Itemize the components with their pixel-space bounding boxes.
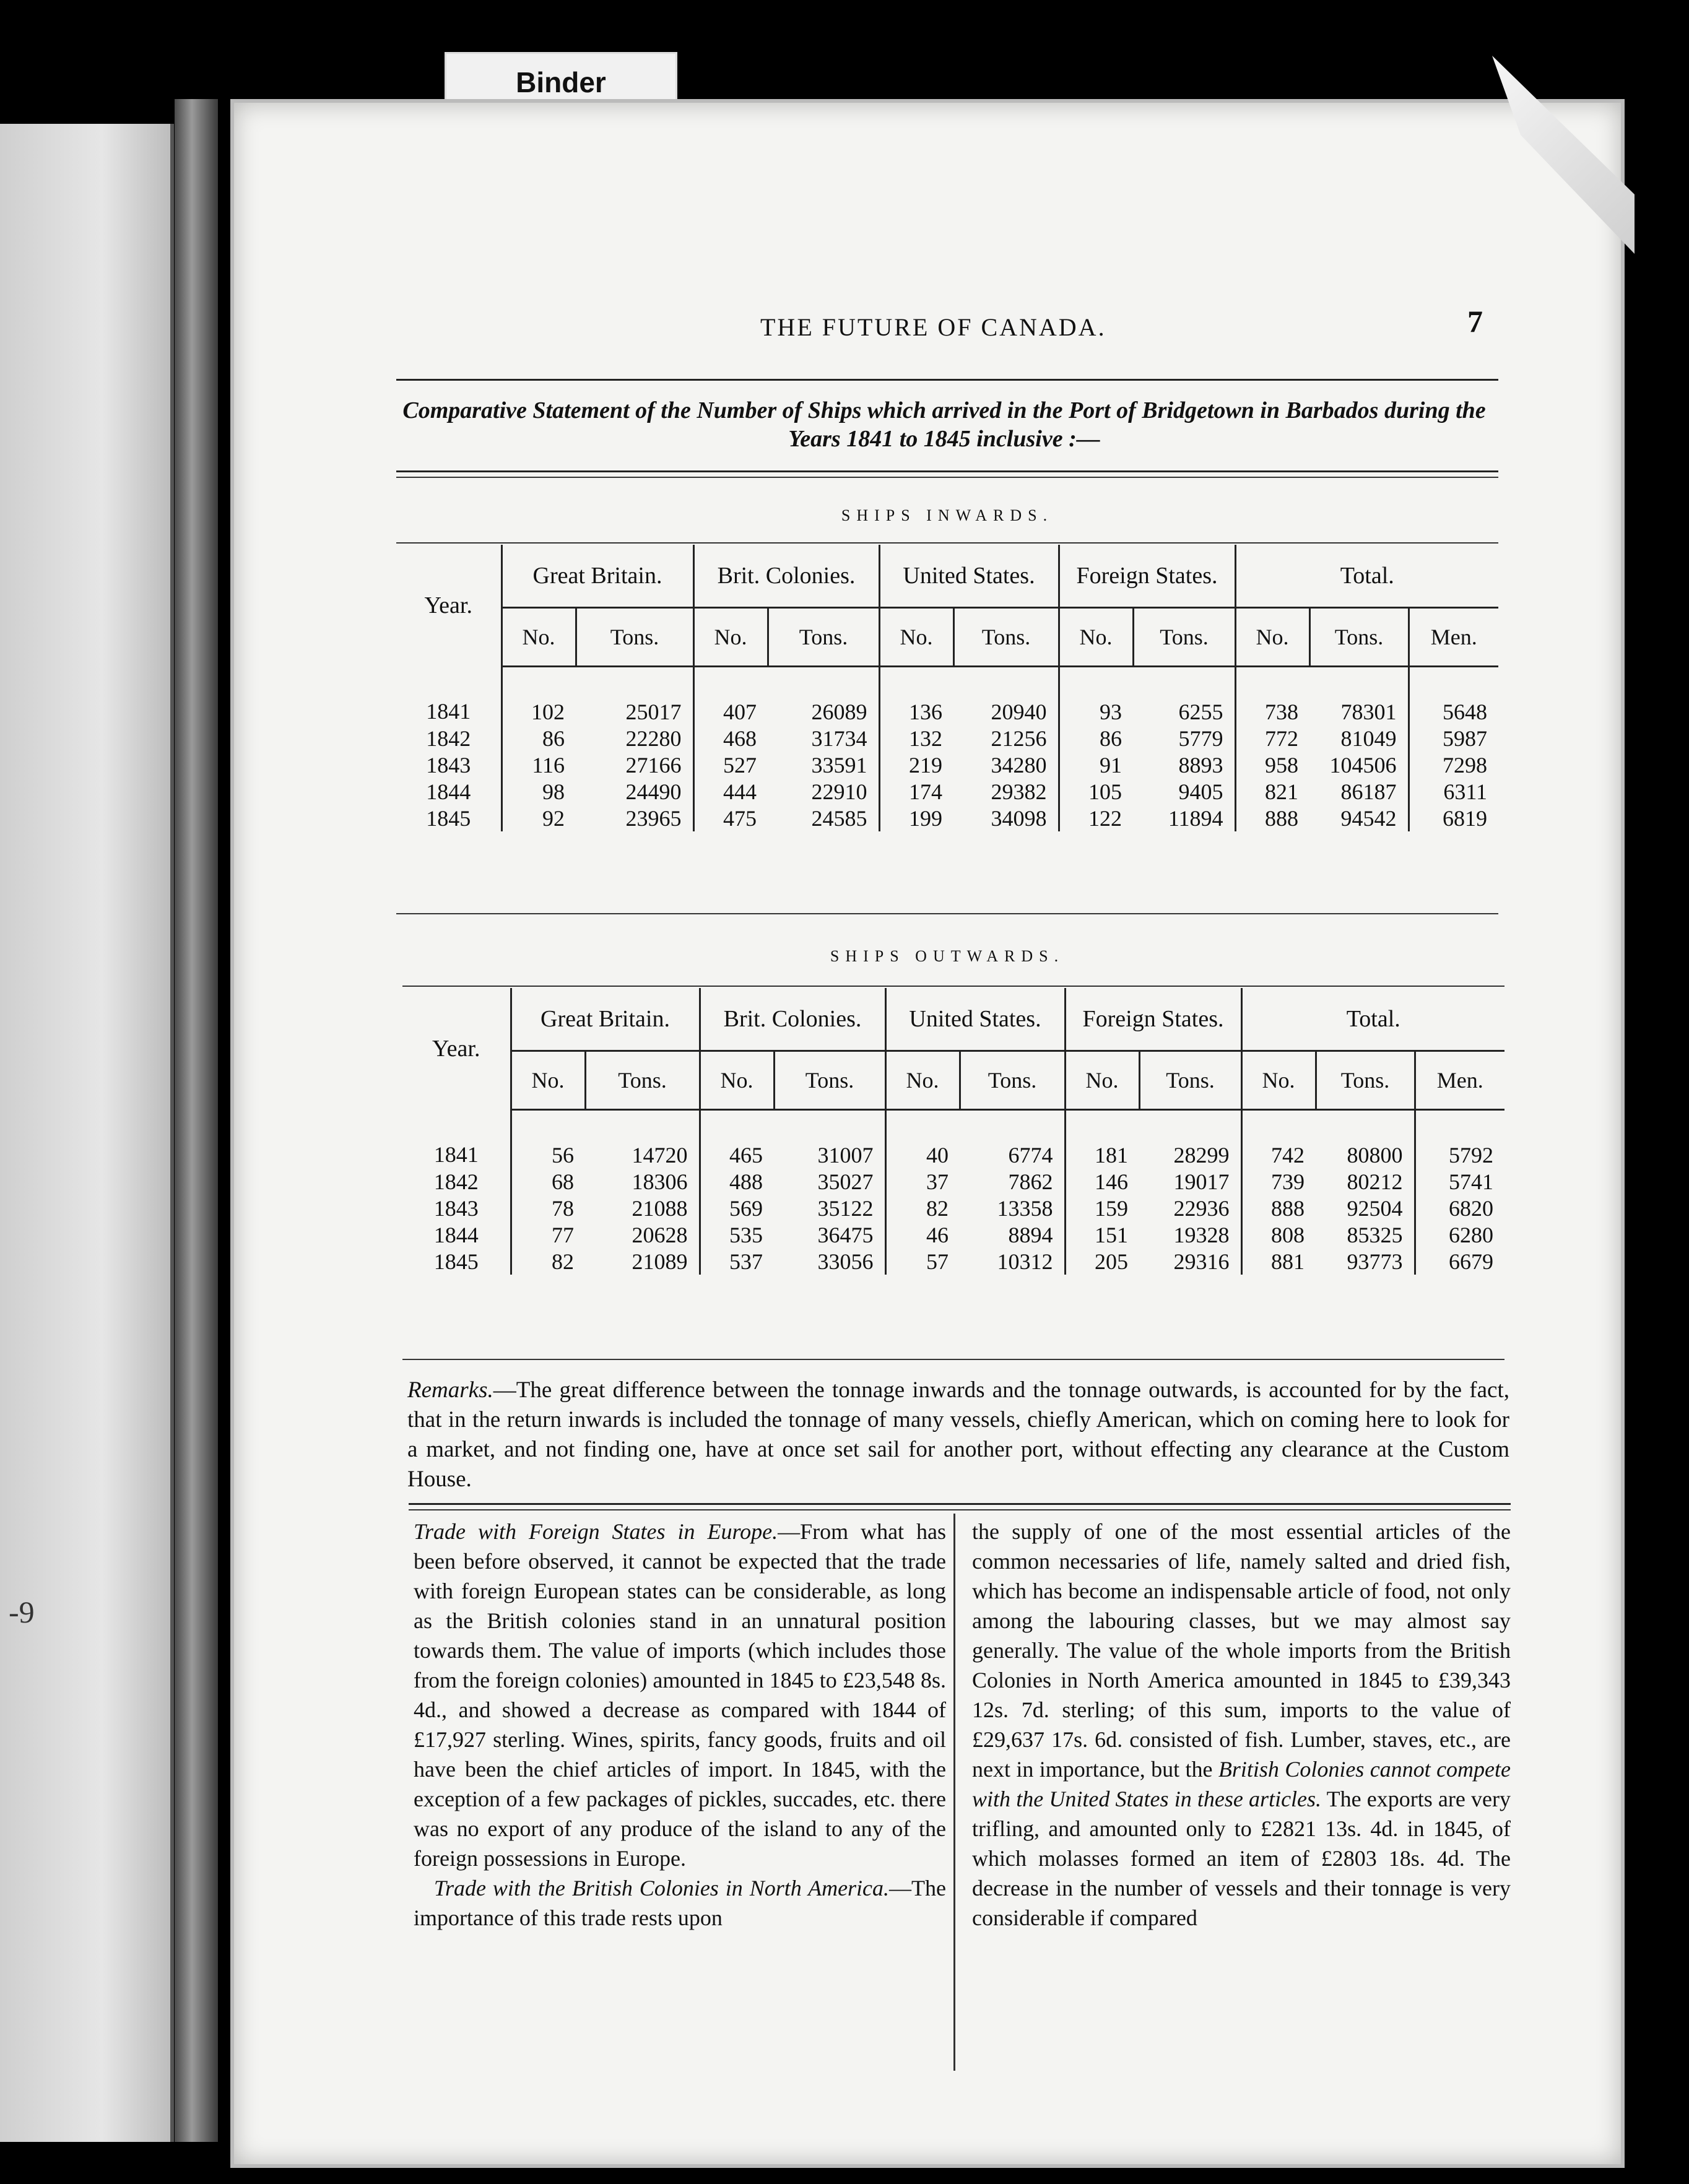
- value-cell: 6311: [1443, 779, 1487, 804]
- no-header: No.: [693, 608, 768, 667]
- right-text-column: [972, 1517, 1511, 1933]
- value-cell: 5779: [1133, 725, 1235, 752]
- value-cell: 772: [1265, 726, 1298, 751]
- group-header-foreign-states: Foreign States.: [1059, 545, 1235, 608]
- table-row: [402, 1248, 1504, 1275]
- value-cell: 8894: [960, 1221, 1065, 1248]
- value-cell: 821: [1265, 779, 1298, 804]
- value-cell: 199: [909, 805, 942, 831]
- british-colonies-italic-phrase: British Colonies cannot compete with the United States in these articles.: [972, 1757, 1511, 1811]
- heading-british-colonies-north-america: Trade with the British Colonies in North America.: [433, 1876, 890, 1900]
- table-row: [396, 667, 1498, 726]
- outwards-title: SHIPS OUTWARDS.: [830, 947, 1065, 965]
- value-cell: 881: [1271, 1249, 1305, 1274]
- book-spine: [175, 99, 218, 2142]
- table-caption: Comparative Statement of the Number of Ships which arrived in the Port of Bridgetown in Barbados during the Years 1841 to 1845 inclusive :—: [402, 397, 1486, 452]
- no-header: No.: [1065, 1051, 1139, 1110]
- page-number: 7: [1467, 304, 1483, 339]
- value-cell: 31007: [774, 1110, 885, 1169]
- value-cell: 6819: [1443, 805, 1487, 831]
- value-cell: 122: [1088, 805, 1122, 831]
- british-colonies-text-start: —The importance of this trade rests upon: [414, 1876, 947, 1930]
- tons-header: Tons.: [1309, 608, 1409, 667]
- remarks-rule-2: [409, 1509, 1511, 1510]
- value-cell: 181: [1095, 1142, 1128, 1168]
- value-cell: 219: [909, 752, 942, 778]
- value-cell: 7862: [960, 1168, 1065, 1195]
- value-cell: 888: [1271, 1195, 1305, 1221]
- value-cell: 6679: [1449, 1249, 1493, 1274]
- value-cell: 24490: [576, 778, 693, 805]
- value-cell: 569: [729, 1195, 763, 1221]
- value-cell: 465: [729, 1142, 763, 1168]
- year-cell: 1844: [402, 1221, 511, 1248]
- value-cell: 958: [1265, 752, 1298, 778]
- value-cell: 92504: [1316, 1195, 1415, 1221]
- left-facing-page: [0, 124, 174, 2142]
- value-cell: 19328: [1139, 1221, 1241, 1248]
- tons-header: Tons.: [774, 1051, 885, 1110]
- value-cell: 535: [729, 1222, 763, 1247]
- value-cell: 78: [552, 1195, 574, 1221]
- tons-header: Tons.: [953, 608, 1059, 667]
- no-header: No.: [1241, 1051, 1316, 1110]
- value-cell: 21088: [585, 1195, 700, 1221]
- year-cell: 1844: [396, 778, 501, 805]
- table-row: [402, 1168, 1504, 1195]
- british-colonies-text-end: The exports are very trifling, and amounted only to £2821 13s. 4d. in 1845, of which molasses formed an item of £2803 18s. 4d. The decrease in the number of vessels and their tonnage is very considerable if compared: [972, 1787, 1511, 1930]
- running-head: THE FUTURE OF CANADA.: [760, 313, 1106, 341]
- value-cell: 5987: [1443, 726, 1487, 751]
- caption-rule: [396, 470, 1498, 472]
- value-cell: 116: [532, 752, 565, 778]
- group-header-united-states: United States.: [879, 545, 1059, 608]
- value-cell: 9405: [1133, 778, 1235, 805]
- value-cell: 29382: [953, 778, 1059, 805]
- value-cell: 11894: [1133, 805, 1235, 831]
- inwards-top-rule: [396, 542, 1498, 544]
- heading-foreign-states-europe: Trade with Foreign States in Europe.: [414, 1519, 778, 1544]
- table-row: [396, 725, 1498, 752]
- remarks-label: Remarks.: [407, 1377, 493, 1403]
- value-cell: 78301: [1309, 667, 1409, 726]
- tons-header: Tons.: [576, 608, 693, 667]
- remarks-paragraph: [407, 1376, 1509, 1494]
- value-cell: 488: [729, 1169, 763, 1194]
- value-cell: 159: [1095, 1195, 1128, 1221]
- value-cell: 22936: [1139, 1195, 1241, 1221]
- value-cell: 407: [723, 699, 757, 724]
- value-cell: 40: [926, 1142, 949, 1168]
- british-colonies-text-continued: the supply of one of the most essential articles of the common necessaries of life, namely salted and dried fish, which has become an indispensable article of food, not only among the labouring classes, but we may almost say generally. The value of the whole imports from the British Colonies in North America amounted in 1845 to £39,343 12s. 7d. sterling; of this sum, imports to the value of £29,637 17s. 6d. consisted of fish. Lumber, staves, etc., are next in importance, but the: [972, 1519, 1511, 1782]
- value-cell: 151: [1095, 1222, 1128, 1247]
- value-cell: 20940: [953, 667, 1059, 726]
- no-header: No.: [700, 1051, 774, 1110]
- table-row: [396, 778, 1498, 805]
- value-cell: 56: [552, 1142, 574, 1168]
- value-cell: 34280: [953, 752, 1059, 778]
- value-cell: 33056: [774, 1248, 885, 1275]
- value-cell: 104506: [1309, 752, 1409, 778]
- men-header: Men.: [1415, 1051, 1504, 1110]
- value-cell: 205: [1095, 1249, 1128, 1274]
- value-cell: 105: [1088, 779, 1122, 804]
- remarks-rule: [409, 1503, 1511, 1505]
- no-header: No.: [879, 608, 953, 667]
- value-cell: 5741: [1449, 1169, 1493, 1194]
- tons-header: Tons.: [960, 1051, 1065, 1110]
- tons-header: Tons.: [1139, 1051, 1241, 1110]
- value-cell: 57: [926, 1249, 949, 1274]
- group-header-brit-colonies: Brit. Colonies.: [693, 545, 879, 608]
- table-row: [396, 752, 1498, 778]
- no-header: No.: [511, 1051, 585, 1110]
- outwards-bottom-rule: [402, 1359, 1504, 1360]
- ships-inwards-table: [396, 545, 1498, 831]
- value-cell: 31734: [768, 725, 879, 752]
- value-cell: 6774: [960, 1110, 1065, 1169]
- year-header: Year.: [396, 545, 501, 667]
- value-cell: 93773: [1316, 1248, 1415, 1275]
- year-cell: 1842: [396, 725, 501, 752]
- value-cell: 82: [926, 1195, 949, 1221]
- value-cell: 33591: [768, 752, 879, 778]
- value-cell: 86187: [1309, 778, 1409, 805]
- year-header: Year.: [402, 988, 511, 1110]
- value-cell: 742: [1271, 1142, 1305, 1168]
- group-header-great-britain: Great Britain.: [501, 545, 693, 608]
- year-cell: 1843: [396, 752, 501, 778]
- value-cell: 6820: [1449, 1195, 1493, 1221]
- column-divider: [953, 1514, 955, 2071]
- tons-header: Tons.: [1133, 608, 1235, 667]
- value-cell: 80212: [1316, 1168, 1415, 1195]
- group-header-total: Total.: [1241, 988, 1504, 1051]
- table-row: [396, 805, 1498, 831]
- value-cell: 35027: [774, 1168, 885, 1195]
- value-cell: 739: [1271, 1169, 1305, 1194]
- value-cell: 444: [723, 779, 757, 804]
- value-cell: 808: [1271, 1222, 1305, 1247]
- value-cell: 5792: [1449, 1142, 1493, 1168]
- value-cell: 10312: [960, 1248, 1065, 1275]
- group-header-united-states: United States.: [885, 988, 1065, 1051]
- group-header-foreign-states: Foreign States.: [1065, 988, 1241, 1051]
- value-cell: 13358: [960, 1195, 1065, 1221]
- group-header-total: Total.: [1235, 545, 1498, 608]
- foreign-states-text: —From what has been before observed, it cannot be expected that the trade with foreign European states can be considerable, as long as the British colonies stand in an unnatural position towards them. The value of imports (which includes those from the foreign colonies) amounted in 1845 to £23,548 8s. 4d., and showed a decrease as compared with 1844 of £17,927 sterling. Wines, spirits, fancy goods, fruits and oil have been the chief articles of import. In 1845, with the exception of a few packages of pickles, succades, etc. there was no export of any produce of the island to any of the foreign possessions in Europe.: [414, 1519, 946, 1871]
- value-cell: 8893: [1133, 752, 1235, 778]
- no-header: No.: [1059, 608, 1133, 667]
- value-cell: 6255: [1133, 667, 1235, 726]
- value-cell: 21256: [953, 725, 1059, 752]
- header-rule: [396, 379, 1498, 381]
- value-cell: 27166: [576, 752, 693, 778]
- value-cell: 888: [1265, 805, 1298, 831]
- value-cell: 46: [926, 1222, 949, 1247]
- men-header: Men.: [1409, 608, 1498, 667]
- value-cell: 68: [552, 1169, 574, 1194]
- value-cell: 146: [1095, 1169, 1128, 1194]
- caption-rule-2: [396, 477, 1498, 478]
- value-cell: 18306: [585, 1168, 700, 1195]
- year-cell: 1841: [396, 667, 501, 726]
- value-cell: 77: [552, 1222, 574, 1247]
- value-cell: 25017: [576, 667, 693, 726]
- outwards-top-rule: [402, 986, 1504, 987]
- value-cell: 21089: [585, 1248, 700, 1275]
- value-cell: 6280: [1449, 1222, 1493, 1247]
- value-cell: 28299: [1139, 1110, 1241, 1169]
- value-cell: 34098: [953, 805, 1059, 831]
- year-cell: 1845: [402, 1248, 511, 1275]
- year-cell: 1842: [402, 1168, 511, 1195]
- value-cell: 92: [542, 805, 565, 831]
- value-cell: 82: [552, 1249, 574, 1274]
- value-cell: 174: [909, 779, 942, 804]
- left-text-column: [414, 1517, 946, 1933]
- year-cell: 1843: [402, 1195, 511, 1221]
- group-header-brit-colonies: Brit. Colonies.: [700, 988, 885, 1051]
- table-row: [402, 1195, 1504, 1221]
- value-cell: 29316: [1139, 1248, 1241, 1275]
- value-cell: 5648: [1443, 699, 1487, 724]
- value-cell: 86: [1100, 726, 1122, 751]
- value-cell: 102: [531, 699, 565, 724]
- value-cell: 22910: [768, 778, 879, 805]
- value-cell: 37: [926, 1169, 949, 1194]
- left-page-mark: -9: [9, 1595, 35, 1629]
- remarks-text: —The great difference between the tonnage inwards and the tonnage outwards, is accounted for by the fact, that in the return inwards is included the tonnage of many vessels, chiefly American, which on coming here to look for a market, and not finding one, have at once set sail for another port, without effecting any clearance at the Custom House.: [407, 1377, 1509, 1492]
- group-header-great-britain: Great Britain.: [511, 988, 700, 1051]
- ships-outwards-table: [402, 988, 1504, 1275]
- value-cell: 468: [723, 726, 757, 751]
- value-cell: 24585: [768, 805, 879, 831]
- value-cell: 86: [542, 726, 565, 751]
- table-row: [402, 1110, 1504, 1169]
- value-cell: 26089: [768, 667, 879, 726]
- table-row: [402, 1221, 1504, 1248]
- no-header: No.: [501, 608, 576, 667]
- value-cell: 93: [1100, 699, 1122, 724]
- binder-tag: Binder: [445, 52, 677, 108]
- value-cell: 20628: [585, 1221, 700, 1248]
- value-cell: 738: [1265, 699, 1298, 724]
- value-cell: 81049: [1309, 725, 1409, 752]
- value-cell: 132: [909, 726, 942, 751]
- inwards-bottom-rule: [396, 913, 1498, 914]
- value-cell: 537: [729, 1249, 763, 1274]
- value-cell: 14720: [585, 1110, 700, 1169]
- inwards-title: SHIPS INWARDS.: [841, 506, 1054, 524]
- no-header: No.: [1235, 608, 1309, 667]
- value-cell: 19017: [1139, 1168, 1241, 1195]
- value-cell: 527: [723, 752, 757, 778]
- tons-header: Tons.: [1316, 1051, 1415, 1110]
- year-cell: 1845: [396, 805, 501, 831]
- no-header: No.: [885, 1051, 960, 1110]
- tons-header: Tons.: [768, 608, 879, 667]
- value-cell: 22280: [576, 725, 693, 752]
- year-cell: 1841: [402, 1110, 511, 1169]
- value-cell: 80800: [1316, 1110, 1415, 1169]
- value-cell: 36475: [774, 1221, 885, 1248]
- value-cell: 23965: [576, 805, 693, 831]
- value-cell: 85325: [1316, 1221, 1415, 1248]
- value-cell: 136: [909, 699, 942, 724]
- value-cell: 475: [723, 805, 757, 831]
- value-cell: 35122: [774, 1195, 885, 1221]
- value-cell: 91: [1100, 752, 1122, 778]
- value-cell: 7298: [1443, 752, 1487, 778]
- value-cell: 94542: [1309, 805, 1409, 831]
- value-cell: 98: [542, 779, 565, 804]
- tons-header: Tons.: [585, 1051, 700, 1110]
